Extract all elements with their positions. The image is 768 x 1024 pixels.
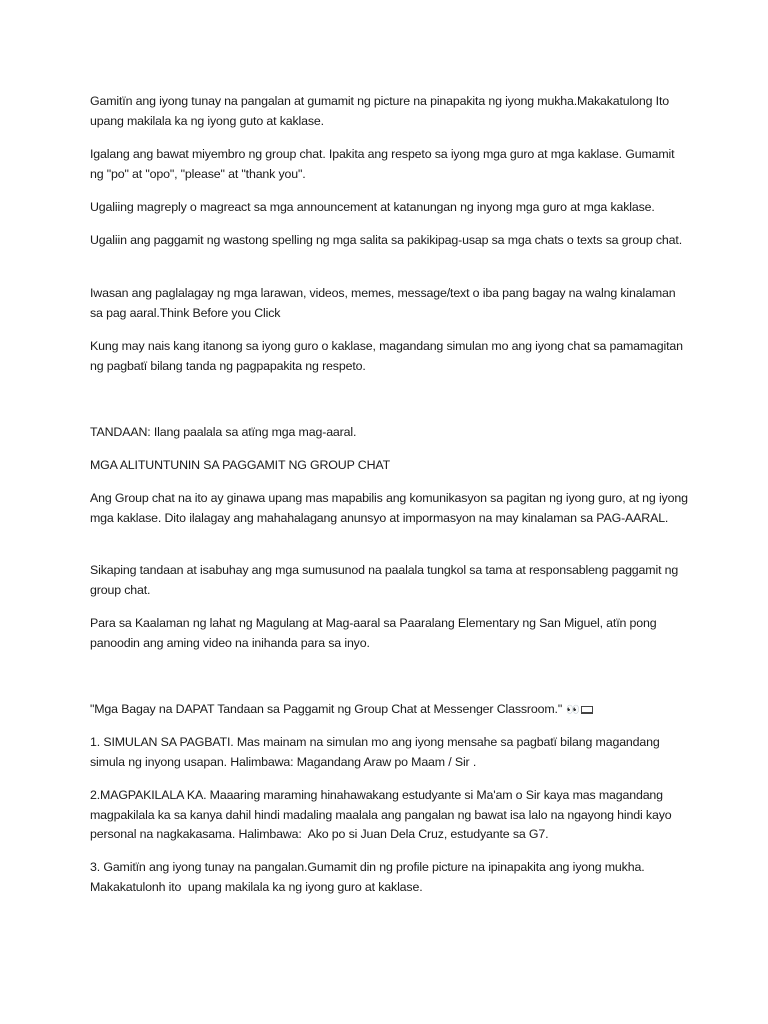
paragraph-respect-guideline: Igalang ang bawat miyembro ng group chat. Ipakita ang respeto sa iyong mga guro at mga kaklase. Gumamit ng "po" at "opo", "please" at "thank you". [90, 147, 678, 181]
paragraph-rules-heading: MGA ALITUNTUNIN SA PAGGAMIT NG GROUP CHAT [90, 458, 390, 472]
paragraph-reply-guideline: Ugaliing magreply o magreact sa mga announcement at katanungan ng inyong mga guro at mga kaklase. [90, 200, 655, 214]
laptop-icon [581, 706, 593, 714]
paragraph-profile-guideline: Gamitïn ang iyong tunay na pangalan at gumamit ng picture na pinapakita ng iyong mukha.Makakatulong Ito upang makilala ka ng iyong guto at kaklase. [90, 94, 673, 128]
paragraph-reminder-intro: Sikaping tandaan at isabuhay ang mga sumusunod na paalala tungkol sa tama at responsableng paggamit ng group chat. [90, 563, 682, 597]
paragraph-avoid-guideline: Iwasan ang paglalagay ng mga larawan, videos, memes, message/text o iba pang bagay na walng kinalaman sa pag aaral.Think Before you Click [90, 286, 679, 320]
paragraph-rule-1: 1. SIMULAN SA PAGBATI. Mas mainam na simulan mo ang iyong mensahe sa pagbatï bilang magandang simula ng inyong usapan. Halimbawa: Magandang Araw po Maam / Sir . [90, 735, 663, 769]
paragraph-video-announcement: Para sa Kaalaman ng lahat ng Magulang at Mag-aaral sa Paaralang Elementary ng San Miguel, atïn pong panoodin ang aming video na inihanda para sa inyo. [90, 616, 660, 650]
paragraph-rule-2: 2.MAGPAKILALA KA. Maaaring maraming hinahawakang estudyante si Ma'am o Sir kaya mas magandang magpakilala ka sa kanya dahil hindi madaling maalala ang pangalan ng bawat isa lalo na ngayong hindi kayo personal na nagkakasama. Halimbawa: Ako po si Juan Dela Cruz, estudyante sa G7. [90, 788, 675, 842]
eyes-icon: 👀 [566, 704, 580, 716]
paragraph-rule-3: 3. Gamitïn ang iyong tunay na pangalan.Gumamit din ng profile picture na ipinapakita ang iyong mukha. Makakatulonh ito upang makilala ka ng iyong guro at kaklase. [90, 860, 648, 894]
video-title-text: "Mga Bagay na DAPAT Tandaan sa Paggamit ng Group Chat at Messenger Classroom." [90, 702, 563, 716]
paragraph-spelling-guideline: Ugaliin ang paggamit ng wastong spelling ng mga salita sa pakikipag-usap sa mga chats o texts sa group chat. [90, 233, 682, 247]
paragraph-greeting-guideline: Kung may nais kang itanong sa iyong guro o kaklase, magandang simulan mo ang iyong chat sa pamamagitan ng pagbatï bilang tanda ng pagpapakita ng respeto. [90, 339, 687, 373]
paragraph-tandaan-heading: TANDAAN: Ilang paalala sa atïng mga mag-aaral. [90, 425, 357, 439]
paragraph-group-chat-purpose: Ang Group chat na ito ay ginawa upang mas mapabilis ang komunikasyon sa pagitan ng iyong guro, at ng iyong mga kaklase. Dito ilalagay ang mahahalagang anunsyo at impormasyon na may kinalaman sa PAG-AARAL. [90, 491, 692, 525]
paragraph-video-title [90, 700, 690, 721]
